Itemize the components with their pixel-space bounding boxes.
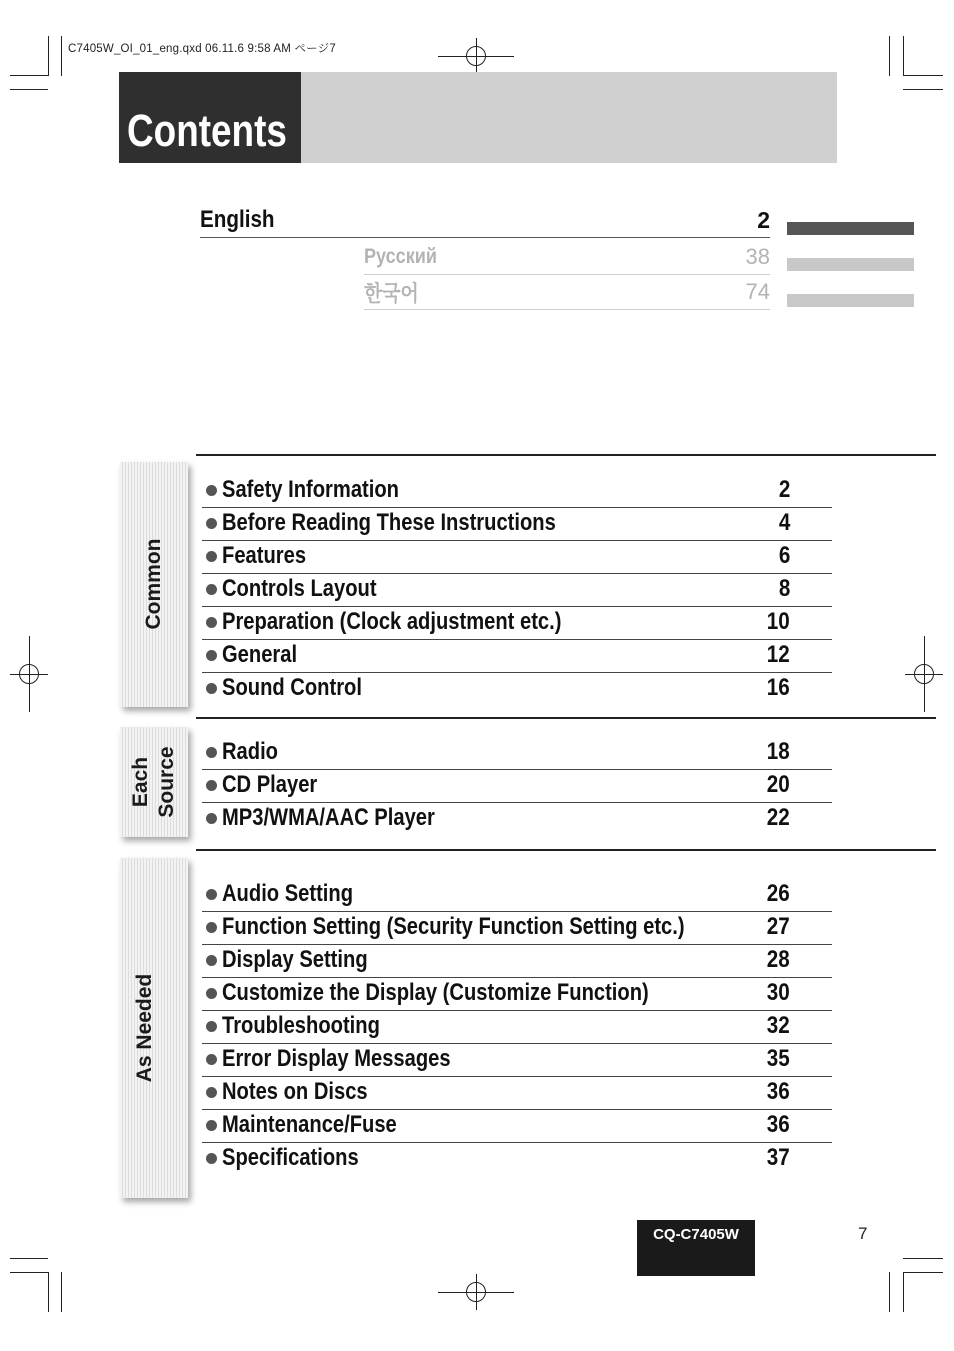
toc-item[interactable] <box>202 944 832 978</box>
toc-item[interactable] <box>202 639 832 673</box>
toc-item-label: Display Setting <box>222 946 368 973</box>
lang-page: 74 <box>745 279 770 304</box>
lang-bar-english <box>787 222 914 235</box>
toc-item-label: CD Player <box>222 771 318 798</box>
toc-item-page: 10 <box>767 608 790 635</box>
toc-item-label: Before Reading These Instructions <box>222 509 556 536</box>
toc-item[interactable] <box>202 507 832 541</box>
toc-item-page: 6 <box>778 542 790 569</box>
bullet-icon <box>206 518 217 529</box>
lang-label: Русский <box>364 245 437 268</box>
toc-item-label: Features <box>222 542 307 569</box>
toc-item-page: 32 <box>767 1012 790 1039</box>
toc-item-page: 20 <box>767 771 790 798</box>
bullet-icon <box>206 1021 217 1032</box>
toc-item[interactable] <box>202 802 832 835</box>
lang-bar-korean <box>787 294 914 307</box>
bullet-icon <box>206 485 217 496</box>
side-tab-label-line2: Source <box>155 746 178 818</box>
bullet-icon <box>206 955 217 966</box>
toc-item-page: 16 <box>767 674 790 701</box>
toc-item-label: Notes on Discs <box>222 1078 368 1105</box>
section-rule-mid2 <box>196 849 936 851</box>
lang-bar-russian <box>787 258 914 271</box>
toc-item-label: Troubleshooting <box>222 1012 380 1039</box>
toc-item-page: 12 <box>767 641 790 668</box>
toc-item-page: 8 <box>778 575 790 602</box>
side-tab-label-line1: Each <box>129 756 152 808</box>
bullet-icon <box>206 988 217 999</box>
bullet-icon <box>206 813 217 824</box>
toc-item-label: Maintenance/Fuse <box>222 1111 397 1138</box>
side-tab-as-needed <box>120 858 188 1198</box>
toc-item-page: 30 <box>767 979 790 1006</box>
toc-item-label: Controls Layout <box>222 575 377 602</box>
toc-item-label: Safety Information <box>222 476 399 503</box>
bullet-icon <box>206 617 217 628</box>
toc-item-page: 4 <box>778 509 790 536</box>
toc-item[interactable] <box>202 573 832 607</box>
toc-item[interactable] <box>202 769 832 803</box>
page-number: 7 <box>858 1224 868 1243</box>
bullet-icon <box>206 650 217 661</box>
toc-item-page: 22 <box>767 804 790 831</box>
toc-item-page: 2 <box>778 476 790 503</box>
toc-item-label: Sound Control <box>222 674 362 701</box>
toc-item[interactable] <box>202 1109 832 1143</box>
page-title: Contents <box>127 105 287 156</box>
toc-item[interactable] <box>202 1043 832 1077</box>
bullet-icon <box>206 747 217 758</box>
toc-item[interactable] <box>202 1076 832 1110</box>
toc-item-page: 18 <box>767 738 790 765</box>
toc-item-label: Specifications <box>222 1144 359 1171</box>
toc-item-page: 27 <box>767 913 790 940</box>
lang-row-russian[interactable] <box>364 240 770 275</box>
toc-item-label: General <box>222 641 298 668</box>
lang-page: 38 <box>745 244 770 269</box>
toc-item[interactable] <box>202 540 832 574</box>
toc-item[interactable] <box>202 1010 832 1044</box>
toc-item[interactable] <box>202 977 832 1011</box>
lang-label: 한국어 <box>364 280 419 306</box>
toc-item-page: 36 <box>767 1078 790 1105</box>
toc-item[interactable] <box>202 878 832 912</box>
toc-item-label: Function Setting (Security Function Setting etc.) <box>222 913 685 940</box>
toc-item-label: MP3/WMA/AAC Player <box>222 804 435 831</box>
section-rule-mid1 <box>196 717 936 719</box>
toc-item[interactable] <box>202 672 832 705</box>
toc-item[interactable] <box>202 606 832 640</box>
toc-item[interactable] <box>202 1142 832 1175</box>
side-tab-label: As Needed <box>133 973 156 1083</box>
bullet-icon <box>206 780 217 791</box>
bullet-icon <box>206 922 217 933</box>
bullet-icon <box>206 584 217 595</box>
toc-item-label: Audio Setting <box>222 880 354 907</box>
side-tab-each-source <box>120 727 188 837</box>
side-tab-label: Common <box>142 538 165 630</box>
toc-item-page: 35 <box>767 1045 790 1072</box>
toc-item-page: 26 <box>767 880 790 907</box>
lang-row-english[interactable] <box>200 203 770 238</box>
bullet-icon <box>206 683 217 694</box>
toc-item-page: 37 <box>767 1144 790 1171</box>
lang-row-korean[interactable] <box>364 275 770 310</box>
bullet-icon <box>206 1153 217 1164</box>
toc-item[interactable] <box>202 736 832 770</box>
toc-item-label: Radio <box>222 738 279 765</box>
bullet-icon <box>206 1120 217 1131</box>
bullet-icon <box>206 1054 217 1065</box>
bullet-icon <box>206 551 217 562</box>
title-gray-band <box>301 72 837 163</box>
lang-page: 2 <box>757 206 770 233</box>
toc-item-label: Error Display Messages <box>222 1045 451 1072</box>
lang-label: English <box>200 206 275 233</box>
toc-item-label: Customize the Display (Customize Function) <box>222 979 649 1006</box>
toc-item-page: 28 <box>767 946 790 973</box>
section-rule-top <box>196 454 936 456</box>
toc-item[interactable] <box>202 474 832 508</box>
bullet-icon <box>206 889 217 900</box>
print-slug: C7405W_OI_01_eng.qxd 06.11.6 9:58 AM ページ7 <box>68 43 336 55</box>
toc-item-label: Preparation (Clock adjustment etc.) <box>222 608 562 635</box>
toc-item[interactable] <box>202 911 832 945</box>
bullet-icon <box>206 1087 217 1098</box>
side-tab-common <box>120 462 188 707</box>
toc-item-page: 36 <box>767 1111 790 1138</box>
model-number: CQ-C7405W <box>653 1226 739 1243</box>
